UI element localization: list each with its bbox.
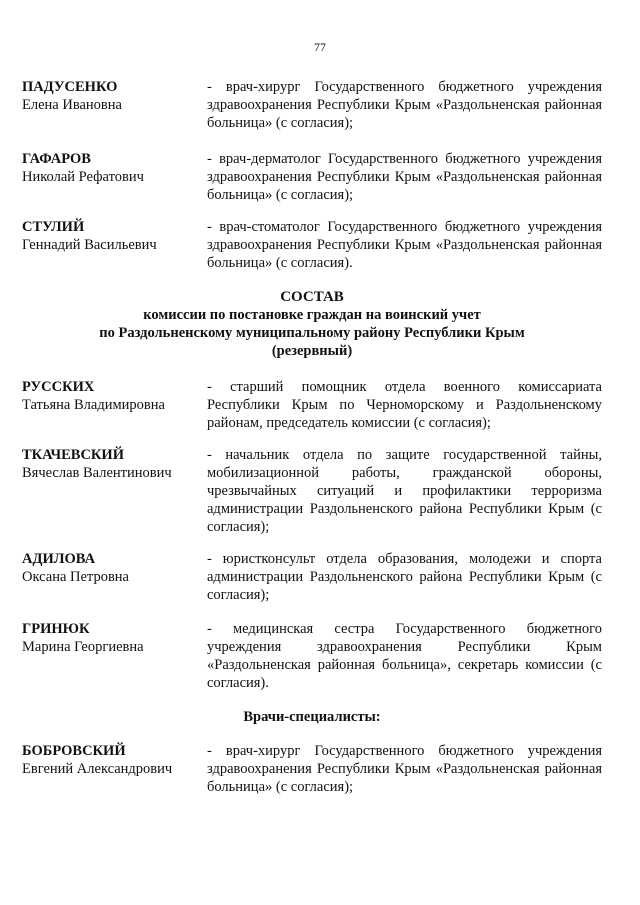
person-role: - врач-дерматолог Государственного бюджетного учреждения здравоохранения Республики Крым «Раздольненская районная больница» (с согласия); <box>207 151 602 203</box>
person-role: - врач-хирург Государственного бюджетного учреждения здравоохранения Республики Крым «Раздольненская районная больница» (с согласия); <box>207 743 602 795</box>
entry-padusenko <box>22 78 602 132</box>
person-given-name: Евгений Александрович <box>22 761 173 777</box>
person-surname: ГРИНЮК <box>22 621 90 637</box>
entry-tkachevskiy <box>22 446 602 536</box>
person-name <box>22 378 207 414</box>
person-name <box>22 446 207 482</box>
person-name <box>22 742 207 778</box>
person-name <box>22 620 207 656</box>
commission-heading <box>22 288 602 360</box>
specialists-subheading: Врачи-специалисты: <box>243 709 381 725</box>
person-role: - врач-стоматолог Государственного бюджетного учреждения здравоохранения Республики Крым «Раздольненская районная больница» (с согласия). <box>207 219 602 271</box>
person-name <box>22 150 207 186</box>
person-role: - врач-хирург Государственного бюджетного учреждения здравоохранения Республики Крым «Раздольненская районная больница» (с согласия); <box>207 79 602 131</box>
person-role: - старший помощник отдела военного комиссариата Республики Крым по Черноморскому и Раздольненскому районам, председатель комиссии (с согласия); <box>207 379 602 431</box>
person-role: - медицинская сестра Государственного бюджетного учреждения здравоохранения Республики Крым «Раздольненская районная больница», секретарь комиссии (с согласия). <box>207 621 602 691</box>
heading-line-2: по Раздольненскому муниципальному району Республики Крым <box>99 325 525 341</box>
person-surname: ТКАЧЕВСКИЙ <box>22 447 124 463</box>
person-surname: АДИЛОВА <box>22 551 96 567</box>
entry-bobrovskiy <box>22 742 602 796</box>
entry-gafarov <box>22 150 602 204</box>
person-surname: ПАДУСЕНКО <box>22 79 118 95</box>
person-name <box>22 78 207 114</box>
person-role: - юристконсульт отдела образования, молодежи и спорта администрации Раздольненского района Республики Крым (с согласия); <box>207 551 602 603</box>
page-number: 77 <box>314 40 326 54</box>
person-given-name: Оксана Петровна <box>22 569 129 585</box>
person-given-name: Елена Ивановна <box>22 97 122 113</box>
person-given-name: Марина Георгиевна <box>22 639 144 655</box>
person-name <box>22 550 207 586</box>
person-surname: РУССКИХ <box>22 379 95 395</box>
heading-line-1: комиссии по постановке граждан на воинский учет <box>143 307 481 323</box>
heading-line-3: (резервный) <box>271 343 353 359</box>
entry-russkikh <box>22 378 602 432</box>
person-given-name: Татьяна Владимировна <box>22 397 165 413</box>
person-surname: СТУЛИЙ <box>22 219 85 235</box>
person-given-name: Вячеслав Валентинович <box>22 465 172 481</box>
entry-adilova <box>22 550 602 604</box>
entry-grinyuk <box>22 620 602 692</box>
entry-stuliy <box>22 218 602 272</box>
person-surname: БОБРОВСКИЙ <box>22 743 126 759</box>
person-name <box>22 218 207 254</box>
person-surname: ГАФАРОВ <box>22 151 91 167</box>
person-given-name: Геннадий Васильевич <box>22 237 157 253</box>
heading-title: СОСТАВ <box>280 289 344 305</box>
person-role: - начальник отдела по защите государственной тайны, мобилизационной работы, гражданской обороны, чрезвычайных ситуаций и профилактики терроризма администрации Раздольненского района Республики Крым (с согласия); <box>207 447 602 535</box>
person-given-name: Николай Рефатович <box>22 169 144 185</box>
